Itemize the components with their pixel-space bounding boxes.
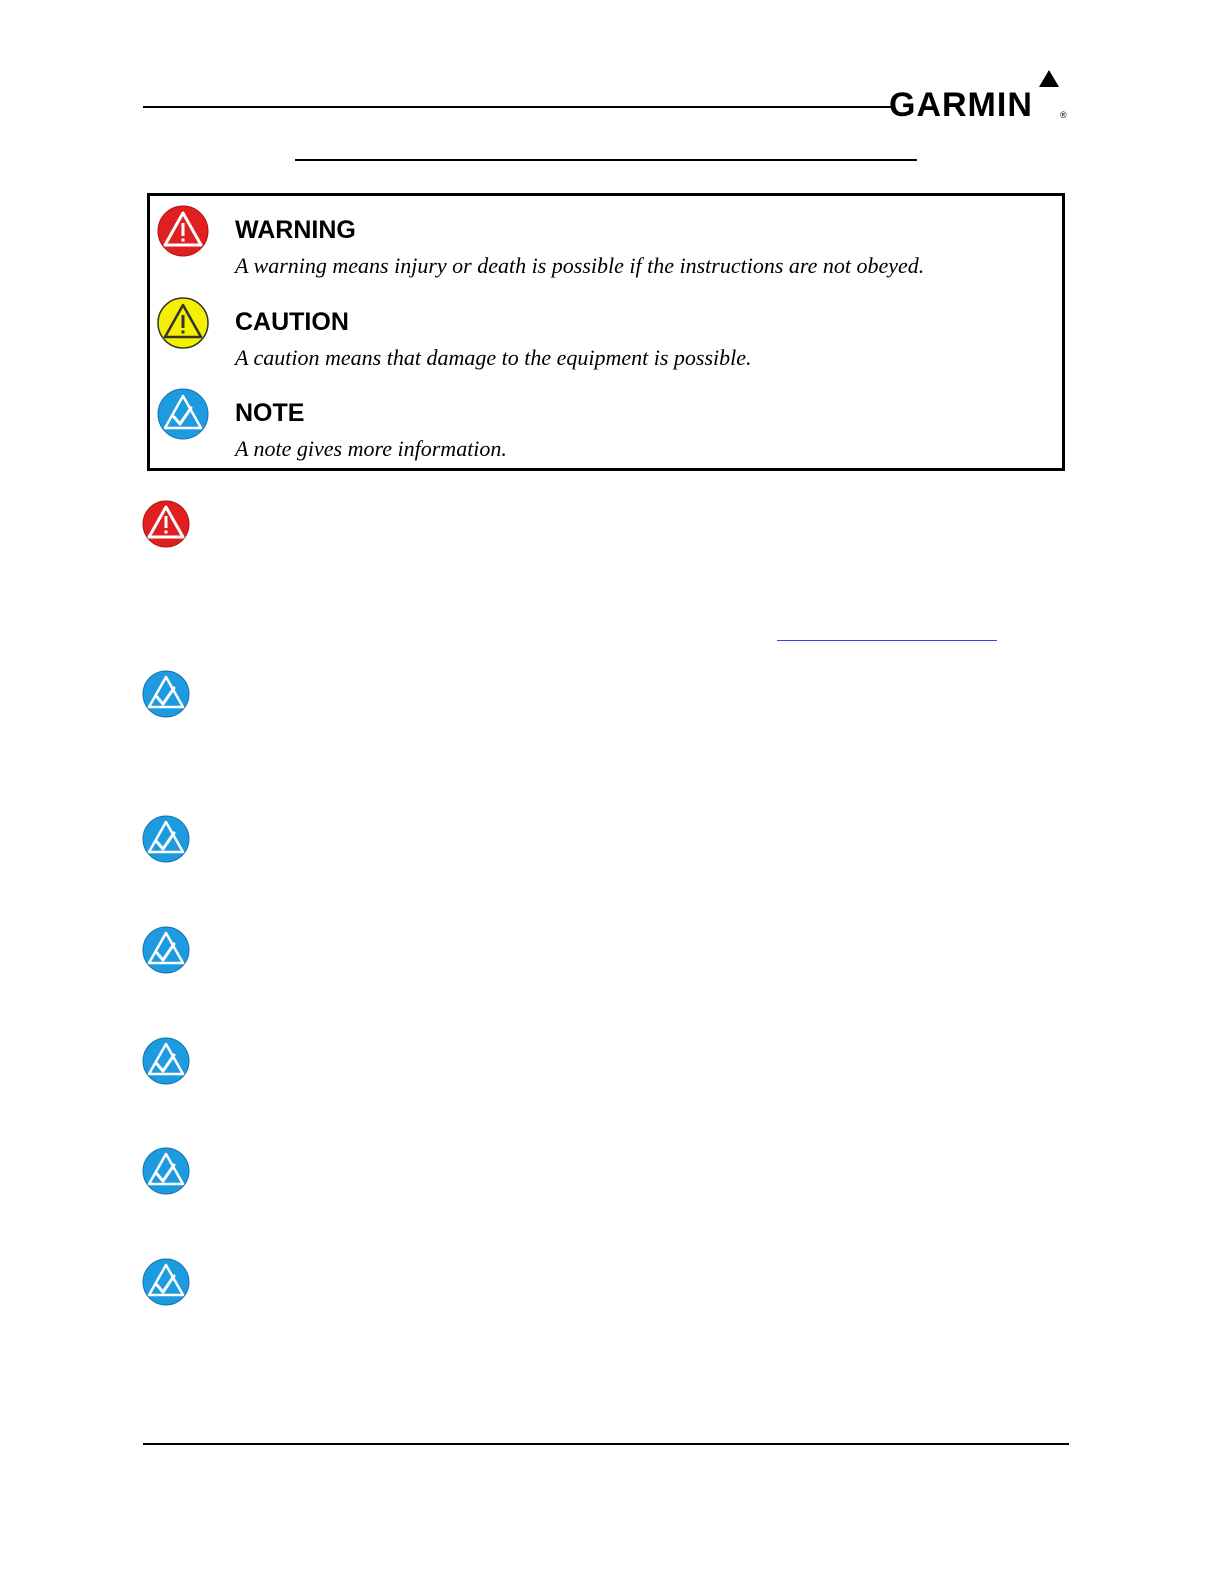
legend-row-note — [150, 381, 1062, 461]
warning-icon — [141, 499, 191, 549]
header-rule — [143, 106, 891, 108]
legend-desc-caution: A caution means that damage to the equipment is possible. — [235, 345, 752, 370]
legend-row-caution — [150, 290, 1062, 370]
symbol-legend-box — [147, 193, 1065, 471]
logo-registered-mark: ® — [1060, 110, 1067, 120]
legend-title-caution: CAUTION — [235, 308, 349, 336]
logo-triangle-icon — [1039, 70, 1059, 87]
warning-icon — [156, 204, 210, 258]
footer-rule — [143, 1443, 1069, 1445]
title-underline — [295, 159, 917, 161]
note-icon — [141, 925, 191, 975]
legend-desc-note: A note gives more information. — [235, 436, 507, 461]
legend-title-note: NOTE — [235, 399, 305, 427]
note-icon — [141, 1257, 191, 1307]
link-underline[interactable] — [777, 640, 997, 641]
note-icon — [141, 814, 191, 864]
legend-row-warning — [150, 198, 1062, 278]
note-icon — [141, 1146, 191, 1196]
note-icon — [141, 1036, 191, 1086]
garmin-logo — [889, 70, 1071, 122]
legend-desc-warning: A warning means injury or death is possible if the instructions are not obeyed. — [235, 253, 925, 278]
legend-title-warning: WARNING — [235, 216, 356, 244]
logo-text: GARMIN — [889, 86, 1033, 124]
caution-icon — [156, 296, 210, 350]
note-icon — [156, 387, 210, 441]
note-icon — [141, 669, 191, 719]
